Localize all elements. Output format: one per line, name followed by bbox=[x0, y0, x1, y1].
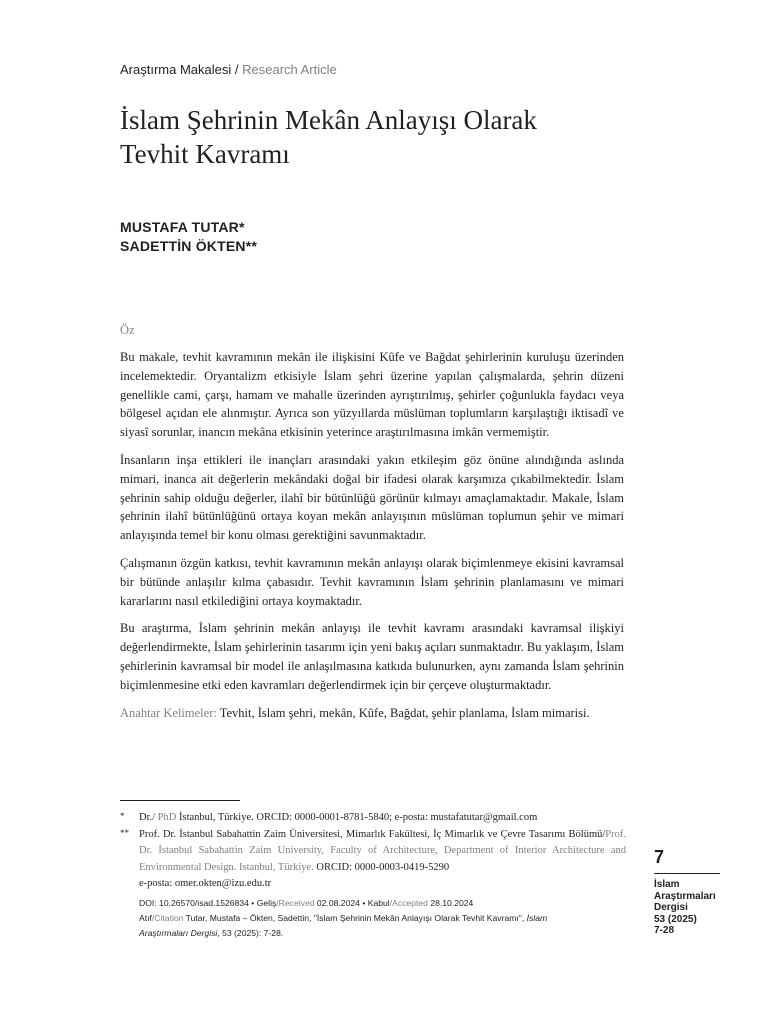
citation-line-1 bbox=[139, 911, 629, 926]
separator: • bbox=[251, 898, 255, 908]
citation-label-en: /Citation bbox=[151, 913, 184, 923]
citation-text: Tutar, Mustafa – Ökten, Sadettin, "İslam Şehrinin Mekân Anlayışı Olarak Tevhit Kavramı", bbox=[185, 913, 525, 923]
abstract-paragraph: İnsanların inşa ettikleri ile inançları arasındaki yakın etkileşim göz önüne alındığında aslında mimari, inanca ait değerlerin mekândaki doğal bir ifadesi olarak karşımıza çıkabilmektedir. İslam şehrinin sahip olduğu değerler, ilahî bir bütünlüğü görünür kılmayı amaçlamaktadır. Makale, İslam şehrinin ilahî bütünlüğünü ortaya koyan mekân anlayışının müslüman toplumun şehir ve mimari anlayışında temel bir konu olması gerektiğini savunmaktadır. bbox=[120, 452, 624, 543]
journal-info bbox=[654, 879, 720, 937]
accepted-date: 28.10.2024 bbox=[430, 898, 474, 908]
citation-tail: , 53 (2025): 7-28. bbox=[217, 928, 284, 938]
citation-journal-2: Araştırmaları Dergisi bbox=[139, 928, 218, 938]
abstract-paragraph: Çalışmanın özgün katkısı, tevhit kavramının mekân anlayışı olarak biçimlenmeye ekisini kavramsal bir bütünde anlaşılır kılma çabasıdır. Tevhit kavramının İslam şehrinin planlamasını ve mimari kararlarını nasıl etkilediğini ortaya koymaktadır. bbox=[120, 555, 624, 608]
author-name: MUSTAFA TUTAR* bbox=[120, 219, 245, 235]
footnote-mark: * bbox=[120, 811, 125, 821]
journal-name-line: Araştırmaları bbox=[654, 890, 716, 902]
fn1-orcid: ORCID: 0000-0001-8781-5840; bbox=[256, 812, 392, 823]
received-label-en: /Received bbox=[276, 898, 315, 908]
article-type-en: Research Article bbox=[242, 62, 337, 77]
title-line-1: İslam Şehrinin Mekân Anlayışı Olarak bbox=[120, 105, 537, 135]
keywords-label: Anahtar Kelimeler: bbox=[120, 705, 217, 720]
doi: DOI: 10.26570/isad.1526834 bbox=[139, 898, 249, 908]
fn2-email: e-posta: omer.okten@izu.edu.tr bbox=[139, 878, 272, 889]
received-label: Geliş bbox=[256, 898, 277, 908]
fn2-affiliation-tr: Prof. Dr. İstanbul Sabahattin Zaim Üniversitesi, Mimarlık Fakültesi, İç Mimarlık ve Çevre Tasarımı Bölümü/ bbox=[139, 828, 606, 840]
fn2-orcid: ORCID: 0000-0003-0419-5290 bbox=[316, 861, 450, 873]
citation-line-2 bbox=[139, 926, 629, 941]
fn1-title-en: PhD bbox=[157, 812, 177, 823]
separator: • bbox=[362, 898, 366, 908]
citation-label: Atıf bbox=[139, 913, 152, 923]
accepted-label: Kabul bbox=[367, 898, 390, 908]
doi-dates-line bbox=[139, 896, 629, 911]
article-type-label bbox=[120, 62, 337, 77]
footnote-divider bbox=[120, 800, 240, 801]
journal-name-line: Dergisi bbox=[654, 902, 688, 913]
author-name: SADETTİN ÖKTEN** bbox=[120, 238, 257, 254]
received-date: 02.08.2024 bbox=[316, 898, 360, 908]
article-title bbox=[120, 103, 640, 171]
fn1-title-tr: Dr./ bbox=[139, 812, 156, 823]
journal-pages: 7-28 bbox=[654, 925, 675, 936]
article-meta bbox=[139, 896, 629, 941]
footnotes bbox=[120, 810, 626, 893]
footnote-author-1 bbox=[120, 810, 626, 827]
citation-journal-1: İslam bbox=[526, 913, 548, 923]
journal-name-line: İslam bbox=[654, 879, 680, 890]
keywords bbox=[120, 704, 624, 723]
article-type-tr: Araştırma Makalesi / bbox=[120, 62, 239, 77]
journal-issue: 53 (2025) bbox=[654, 913, 697, 925]
abstract-heading: Öz bbox=[120, 323, 135, 337]
title-line-2: Tevhit Kavramı bbox=[120, 139, 290, 169]
abstract-paragraph: Bu araştırma, İslam şehrinin mekân anlayışı ile tevhit kavramı arasındaki kavramsal ilişkiyi değerlendirmekte, İslam şehirlerinin tasarımı için yeni bakış açıları sunmaktadır. Bu yaklaşım, İslam şehirlerinin kavramsal bir model ile anlaşılmasına katkıda bulunurken, aynı zamanda İslam şehrinin biçimlenmesine etki eden kavramları değerlendirmek için bir çerçeve oluşturmaktadır. bbox=[120, 621, 624, 692]
fn1-affiliation: İstanbul, Türkiye. bbox=[178, 812, 254, 823]
abstract-paragraph: Bu makale, tevhit kavramının mekân ile ilişkisini Kûfe ve Bağdat şehirlerinin kuruluşu üzerinden incelemektedir. Oryantalizm etkisiyle İslam şehri üzerine yapılan çalışmalarda, şehrin düzeni genellikle cami, çarşı, hamam ve mahalle üzerinden ayrıştırılmış, şehirler çoğunlukla faydacı veya bölgesel açıdan ele alınmıştır. Ayrıca son yüzyıllarda müslüman toplumların karşılaştığı iktisadî ve siyasî sorunlar, inancın mekâna etkisinin yeterince araştırılmasına imkân vermemiştir. bbox=[120, 350, 624, 440]
footnote-author-2 bbox=[120, 827, 626, 893]
author-list bbox=[120, 218, 257, 256]
fn2-affiliation-en: Prof. Dr. İstanbul Sabahattin Zaim University, Faculty of Architecture, Department of Interior Architecture and Environmental Design. Istanbul, Türkiye. bbox=[139, 828, 626, 873]
abstract-body bbox=[120, 348, 624, 731]
page-number: 7 bbox=[654, 845, 720, 874]
fn1-email: e-posta: mustafatutar@gmail.com bbox=[394, 812, 538, 823]
journal-sidebar bbox=[654, 845, 720, 937]
footnote-mark: ** bbox=[120, 827, 129, 838]
accepted-label-en: /Accepted bbox=[389, 898, 428, 908]
keywords-text: Tevhit, İslam şehri, mekân, Kûfe, Bağdat, şehir planlama, İslam mimarisi. bbox=[219, 705, 590, 720]
